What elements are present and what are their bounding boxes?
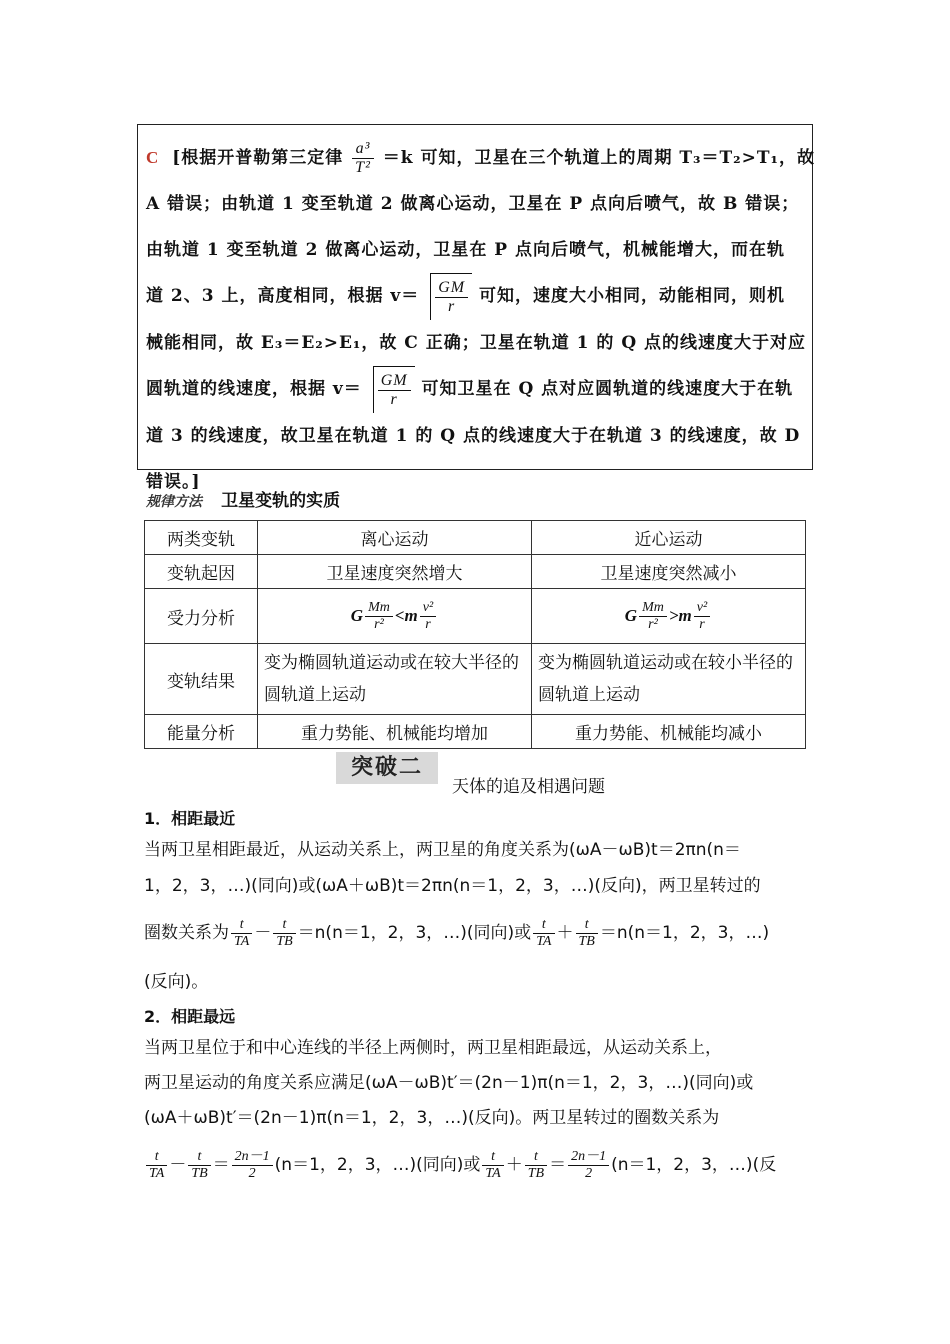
- kepler-fraction: $\frac{\text{a³}}{\text{T²}}$: [352, 140, 374, 176]
- sqrt-formula: $\frac{GM}{r}$: [430, 273, 472, 320]
- method-heading: [146, 486, 340, 514]
- table-row: 变轨结果 变为椭圆轨道运动或在较大半径的圆轨道上运动 变为椭圆轨道运动或在较小半径的圆轨道上运动: [145, 644, 806, 715]
- answer-line-4: 道 2、3 上，高度相同，根据 v＝ $\frac{GM}{r}$ 可知，速度大小相同，动能相同，则机: [146, 273, 804, 320]
- part2-heading: 2．相距最远: [144, 1007, 236, 1026]
- method-title: 卫星变轨的实质: [221, 491, 341, 511]
- part1-heading: 1．相距最近: [144, 809, 236, 828]
- force-formula-centripetal: G $\frac{Mm}{\text{r²}}$ >m $\frac{\text{v²}}{r}$: [532, 589, 806, 644]
- part1-block: [144, 806, 824, 1002]
- answer-letter: C: [146, 148, 160, 167]
- method-tag: 规律方法: [146, 494, 202, 510]
- part2-line1: 当两卫星位于和中心连线的半径上两侧时，两卫星相距最远，从运动关系上，: [144, 1038, 722, 1058]
- answer-line-1: C [根据开普勒第三定律 $\frac{\text{a³}}{\text{T²}}$ ＝k 可知，卫星在三个轨道上的周期 T₃＝T₂>T₁，故: [146, 140, 815, 176]
- section-banner: 突破二: [336, 752, 438, 784]
- table-row: 能量分析 重力势能、机械能均增加 重力势能、机械能均减小: [145, 715, 806, 749]
- answer-line-6: 圆轨道的线速度，根据 v＝ $\frac{GM}{r}$ 可知卫星在 Q 点对应圆轨道的线速度大于在轨: [146, 366, 804, 413]
- part2-line2: 两卫星运动的角度关系应满足(ωA－ωB)t′＝(2n－1)π(n＝1，2，3，…)(同向)或: [144, 1073, 754, 1093]
- answer-line-7: 道 3 的线速度，故卫星在轨道 1 的 Q 点的线速度大于在轨道 3 的线速度，故 D: [146, 426, 801, 446]
- part1-line4: (反向)。: [144, 972, 209, 992]
- sqrt-formula-2: $\frac{GM}{r}$: [373, 366, 415, 413]
- part1-line3: 圈数关系为 $\frac{t}{TA}$ － $\frac{t}{TB}$ ＝n(n＝1，2，3，…)(同向)或 $\frac{t}{TA}$ ＋ $\frac{t}{TB}$ ＝n(n＝1，2，3，…): [144, 917, 770, 949]
- table-row: 变轨起因 卫星速度突然增大 卫星速度突然减小: [145, 555, 806, 589]
- part1-line2: 1，2，3，…)(同向)或(ωA＋ωB)t＝2πn(n＝1，2，3，…)(反向)，两卫星转过的: [144, 876, 761, 896]
- answer-line-5: 械能相同，故 E₃＝E₂>E₁，故 C 正确；卫星在轨道 1 的 Q 点的线速度大于对应: [146, 333, 807, 353]
- part2-line4: $\frac{t}{TA}$ － $\frac{t}{TB}$ ＝ $\frac{2n-1}{2}$ (n＝1，2，3，…)(同向)或 $\frac{t}{TA}$ ＋ $\frac{t}{TB}$ ＝ $\frac{2n-1}{2}$ (n＝1，2，3，…)(反: [144, 1136, 824, 1194]
- part2-line3: (ωA＋ωB)t′＝(2n－1)π(n＝1，2，3，…)(反向)。两卫星转过的圈数关系为: [144, 1108, 720, 1128]
- part1-line1: 当两卫星相距最近，从运动关系上，两卫星的角度关系为(ωA－ωB)t＝2πn(n＝: [144, 840, 741, 860]
- answer-line-8: 错误。]: [146, 472, 201, 492]
- orbit-change-table: [144, 520, 806, 749]
- section-title: 天体的追及相遇问题: [452, 777, 605, 797]
- answer-line-3: 由轨道 1 变至轨道 2 做离心运动，卫星在 P 点向后喷气，机械能增大，而在轨: [146, 240, 785, 260]
- table-row: 受力分析 G $\frac{Mm}{\text{r²}}$ <m $\frac{\text{v²}}{r}$ G $\frac{Mm}{\text{r²}}$ >m $\frac{\text{v²}}{r}$: [145, 589, 806, 644]
- answer-box: [137, 124, 815, 492]
- part2-block: [144, 1004, 824, 1194]
- answer-line-2: A 错误；由轨道 1 变至轨道 2 做离心运动，卫星在 P 点向后喷气，故 B 错误；: [146, 194, 800, 214]
- table-header-row: 两类变轨 离心运动 近心运动: [145, 521, 806, 555]
- force-formula-centrifugal: G $\frac{Mm}{\text{r²}}$ <m $\frac{\text{v²}}{r}$: [258, 589, 532, 644]
